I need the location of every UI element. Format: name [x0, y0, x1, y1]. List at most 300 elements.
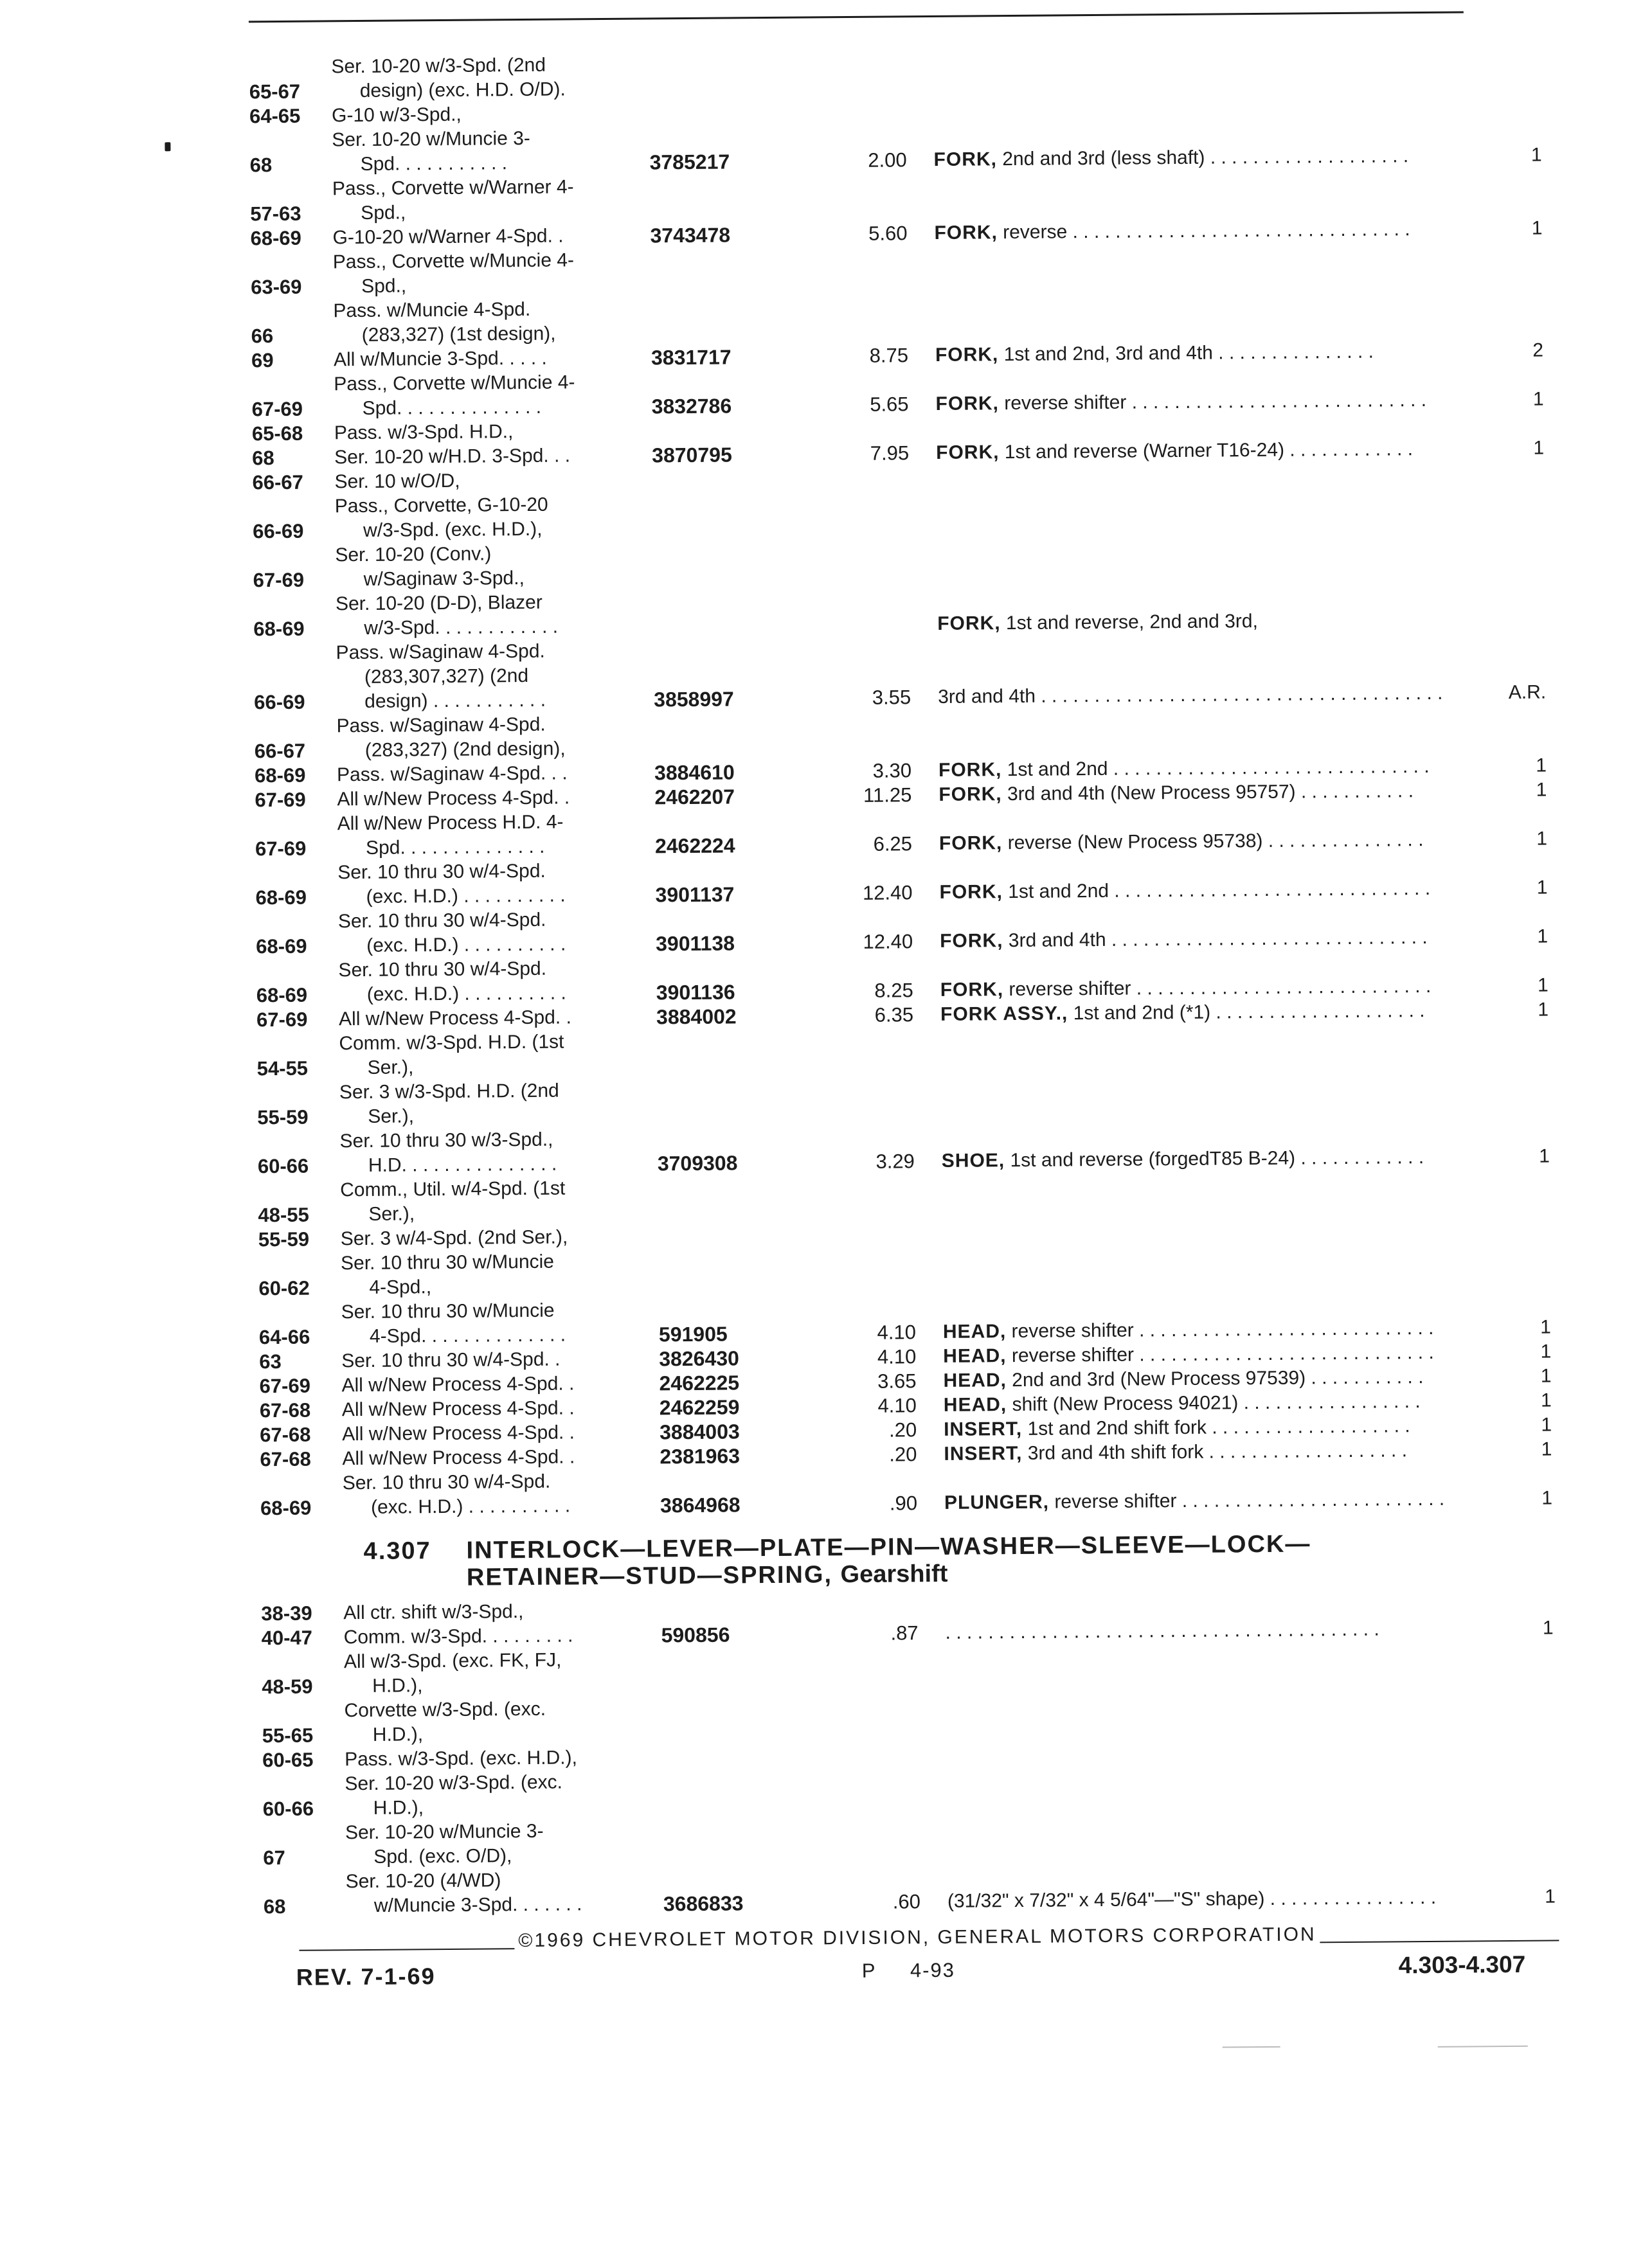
quantity: 1 — [1493, 436, 1544, 461]
price: 3.29 — [812, 1149, 915, 1174]
application-line: Comm. w/3-Spd. H.D. (1st — [339, 1030, 618, 1056]
quantity: 2 — [1492, 339, 1543, 364]
model-years: 54-55 — [257, 1056, 329, 1081]
application — [333, 1599, 622, 1626]
revision-date: REV. 7-1-69 — [296, 1963, 436, 1991]
quantity: 1 — [1500, 1388, 1552, 1413]
quantity: 1 — [1501, 1486, 1552, 1511]
table-row — [263, 1860, 1556, 1919]
description-name: FORK, — [940, 979, 1004, 1001]
quantity: 1 — [1498, 1144, 1550, 1169]
description-name: FORK ASSY., — [940, 1003, 1068, 1025]
model-years: 68 — [249, 152, 321, 177]
price: 3.55 — [808, 685, 911, 710]
application-line: Spd. (exc. O/D), — [345, 1843, 624, 1870]
application-line: Pass., Corvette w/Muncie 4- — [334, 370, 613, 397]
application-line: Ser. 10-20 (D-D), Blazer — [336, 590, 615, 616]
part-number: 3858997 — [615, 686, 808, 712]
table-row — [255, 803, 1548, 862]
table-row — [257, 1120, 1550, 1179]
price: 6.25 — [809, 832, 912, 857]
application — [322, 224, 611, 251]
description-text: 1st and 2nd (*1) . . . . . . . . . . . . . . . . . . . . — [1068, 1000, 1424, 1024]
application — [328, 907, 618, 959]
description-name: FORK, — [939, 881, 1003, 903]
price: 3.30 — [809, 758, 911, 783]
part-number: 2462224 — [616, 833, 809, 859]
part-number: 3884610 — [616, 760, 809, 785]
model-years: 60-66 — [258, 1154, 330, 1179]
part-number: 3884002 — [618, 1004, 811, 1030]
model-years: 38-39 — [261, 1601, 333, 1626]
model-years: 68-69 — [260, 1496, 332, 1521]
application-line: (exc. H.D.) . . . . . . . . . . — [337, 883, 616, 909]
description-name: FORK, — [937, 612, 1001, 634]
application-line: 4-Spd. . . . . . . . . . . . . . — [341, 1323, 620, 1349]
description-name: HEAD, — [943, 1345, 1007, 1367]
part-number: 3826430 — [620, 1346, 813, 1371]
quantity: 1 — [1496, 827, 1547, 852]
application — [321, 126, 611, 177]
description-name: FORK, — [934, 222, 998, 244]
description — [910, 607, 1494, 636]
price: .87 — [815, 1621, 918, 1646]
part-number: 2462259 — [621, 1394, 814, 1420]
application — [334, 1697, 624, 1748]
price: 5.60 — [804, 221, 907, 246]
section-title-suffix: Gearshift — [840, 1560, 947, 1588]
model-years: 67-69 — [259, 1373, 331, 1398]
application-line: H.D.), — [345, 1721, 624, 1747]
application-line: All w/New Process 4-Spd. . — [342, 1420, 621, 1447]
description-text: 1st and 2nd . . . . . . . . . . . . . . . . . . . . . . . . . . . . . . — [1003, 878, 1430, 902]
model-years: 66-69 — [254, 690, 326, 715]
description-text: 2nd and 3rd (less shaft) . . . . . . . . . . . . . . . . . . . — [997, 145, 1408, 170]
application-line: Corvette w/3-Spd. (exc. — [344, 1697, 623, 1723]
application-line: Ser. 10 thru 30 w/4-Spd. — [338, 907, 617, 934]
application-line: Ser. 10 thru 30 w/Muncie — [341, 1249, 620, 1276]
table-row — [256, 900, 1549, 960]
application — [327, 810, 617, 861]
model-years: 66 — [251, 323, 323, 348]
application-line: Pass. w/Saginaw 4-Spd. . . — [337, 761, 616, 787]
quantity: 1 — [1497, 974, 1549, 999]
application-line: Ser. 10-20 w/Muncie 3- — [332, 126, 611, 152]
application-line: All w/Muncie 3-Spd. . . . . — [334, 346, 613, 372]
application-line: Ser.), — [340, 1201, 619, 1227]
description — [911, 681, 1495, 710]
description-text: 1st and 2nd . . . . . . . . . . . . . . . . . . . . . . . . . . . . . . — [1001, 756, 1429, 780]
application-line: Ser. 10 thru 30 w/4-Spd. — [343, 1469, 622, 1496]
description-text: 1st and 2nd, 3rd and 4th . . . . . . . . . . . . . . . — [998, 341, 1374, 366]
description-text: 3rd and 4th shift fork . . . . . . . . . . . . . . . . . . . — [1022, 1440, 1407, 1464]
quantity: 1 — [1500, 1315, 1551, 1340]
description — [913, 998, 1497, 1027]
description-text: reverse shifter . . . . . . . . . . . . . . . . . . . . . . . . . . . . — [1003, 976, 1431, 1000]
model-years: 68-69 — [250, 226, 322, 251]
application-line: Pass. w/3-Spd. (exc. H.D.), — [345, 1746, 624, 1772]
application-line: Pass., Corvette w/Warner 4- — [332, 175, 611, 201]
description-name: FORK, — [939, 832, 1003, 854]
price: 4.10 — [813, 1320, 916, 1345]
description-name: FORK, — [935, 344, 999, 366]
price: 4.10 — [813, 1344, 916, 1370]
description-text: 3rd and 4th . . . . . . . . . . . . . . . . . . . . . . . . . . . . . . . . . . . . . . — [938, 683, 1442, 708]
description-text: 1st and 2nd shift fork . . . . . . . . . . . . . . . . . . . — [1022, 1415, 1410, 1440]
application — [324, 468, 613, 495]
description-text: reverse shifter . . . . . . . . . . . . . . . . . . . . . . . . . . . . — [1006, 1317, 1433, 1342]
application-line: Ser. 3 w/3-Spd. H.D. (2nd — [339, 1078, 618, 1105]
application-line: G-10 w/3-Spd., — [332, 102, 611, 128]
application — [330, 1249, 620, 1301]
description-text: shift (New Process 94021) . . . . . . . . . . . . . . . . . — [1007, 1391, 1421, 1415]
application — [329, 1078, 619, 1130]
description-name: FORK, — [938, 783, 1002, 805]
application — [328, 1005, 618, 1032]
quantity: 1 — [1497, 998, 1549, 1023]
table-row — [253, 583, 1546, 642]
model-years: 68 — [264, 1894, 336, 1919]
quantity: 1 — [1495, 754, 1547, 779]
application-line: Ser. 10-20 (4/WD) — [345, 1868, 624, 1894]
price: .20 — [814, 1442, 917, 1467]
price: 11.25 — [809, 783, 911, 808]
description-text: (31/32" x 7/32" x 4 5/64"—"S" shape) . . . . . . . . . . . . . . . . — [947, 1887, 1436, 1912]
application — [331, 1371, 620, 1398]
part-number: 3901136 — [618, 979, 811, 1005]
price: 8.75 — [805, 343, 908, 368]
application-line: Spd. . . . . . . . . . . — [332, 150, 611, 177]
application-line: w/3-Spd. (exc. H.D.), — [335, 517, 614, 543]
application-line: H.D. . . . . . . . . . . . . . . — [340, 1152, 619, 1178]
quantity: 1 — [1496, 876, 1547, 901]
description-name: HEAD, — [944, 1394, 1007, 1416]
application — [333, 1623, 622, 1650]
part-number: 3832786 — [613, 393, 805, 419]
model-years: 67-69 — [251, 397, 323, 422]
price: 7.95 — [806, 441, 909, 466]
model-years: 48-59 — [262, 1674, 334, 1699]
price: 12.40 — [809, 880, 912, 906]
application — [324, 443, 613, 470]
model-years: 64-66 — [259, 1325, 331, 1350]
application-line: All w/New Process 4-Spd. . — [342, 1445, 621, 1471]
part-number: 3864968 — [622, 1492, 814, 1517]
scan-smudge — [1438, 2046, 1528, 2048]
application-line: Spd. . . . . . . . . . . . . . — [334, 395, 613, 421]
application — [325, 492, 615, 544]
part-number: 3743478 — [611, 222, 804, 248]
quantity: 1 — [1495, 778, 1547, 803]
application — [328, 1030, 618, 1081]
application — [332, 1469, 622, 1521]
model-years: 67-69 — [255, 836, 327, 861]
application-line: 4-Spd., — [341, 1274, 620, 1300]
price: 6.35 — [811, 1003, 913, 1028]
application — [327, 785, 616, 812]
description-text: reverse shifter . . . . . . . . . . . . . . . . . . . . . . . . . . . . — [1006, 1342, 1433, 1366]
model-years: 68-69 — [253, 616, 325, 641]
quantity: 1 — [1500, 1364, 1551, 1389]
application — [332, 1445, 621, 1472]
part-number: 3870795 — [613, 442, 806, 468]
price: .90 — [814, 1491, 917, 1516]
application — [328, 956, 618, 1008]
application — [326, 712, 616, 763]
model-years: 68-69 — [256, 983, 328, 1008]
description-name: FORK, — [940, 930, 1003, 952]
description — [906, 143, 1490, 172]
application-line: Ser. 10 thru 30 w/4-Spd. — [337, 859, 616, 885]
application — [321, 53, 611, 104]
part-number: 3709308 — [619, 1150, 812, 1176]
model-years: 60-62 — [258, 1276, 330, 1301]
application-line: w/3-Spd. . . . . . . . . . . . — [336, 614, 615, 641]
part-number: 3686833 — [625, 1890, 818, 1916]
application-line: Ser. 10-20 w/Muncie 3- — [345, 1819, 624, 1845]
part-number: 2462225 — [620, 1370, 813, 1395]
quantity: A.R. — [1495, 681, 1546, 706]
application-line: (exc. H.D.) . . . . . . . . . . — [339, 981, 618, 1007]
description-text: reverse (New Process 95738) . . . . . . . . . . . . . . . — [1002, 829, 1423, 853]
model-years: 67-68 — [260, 1447, 332, 1472]
model-years: 63-69 — [251, 274, 323, 299]
section-number: 4.307 — [363, 1537, 467, 1592]
application — [332, 1396, 621, 1423]
application — [334, 1746, 624, 1772]
description — [911, 778, 1495, 807]
description-name: PLUNGER, — [944, 1492, 1049, 1513]
part-number: 591905 — [620, 1321, 813, 1347]
application — [327, 761, 616, 788]
application-line: (exc. H.D.) . . . . . . . . . . — [343, 1494, 622, 1520]
application-line: Ser. 10-20 w/3-Spd. (exc. — [345, 1770, 624, 1796]
application — [327, 859, 617, 910]
application — [332, 1420, 621, 1447]
description-text: 1st and reverse (forgedT85 B-24) . . . . . . . . . . . . — [1005, 1147, 1424, 1171]
application-line: H.D.), — [344, 1672, 623, 1699]
application-line: Ser. 3 w/4-Spd. (2nd Ser.), — [341, 1225, 620, 1251]
application-line: Ser. 10-20 (Conv.) — [335, 541, 614, 567]
description-text: 2nd and 3rd (New Process 97539) . . . . . . . . . . . — [1007, 1366, 1424, 1391]
section-range: 4.303-4.307 — [1399, 1951, 1526, 1979]
application-line: All w/New Process 4-Spd. . — [337, 785, 616, 812]
application — [331, 1347, 620, 1374]
application — [335, 1819, 625, 1870]
part-number: 3901138 — [617, 931, 810, 956]
description-name: INSERT, — [944, 1418, 1022, 1440]
application — [325, 590, 615, 641]
quantity: 1 — [1491, 217, 1542, 242]
application — [322, 175, 612, 226]
copyright-notice: ©1969 CHEVROLET MOTOR DIVISION, GENERAL MOTORS CORPORATION — [514, 1924, 1320, 1952]
section-title-line-1: INTERLOCK—LEVER—PLATE—PIN—WASHER—SLEEVE—LOCK— — [466, 1530, 1311, 1564]
model-years: 60-65 — [262, 1747, 334, 1772]
application — [325, 639, 615, 715]
application-line: Ser. 10-20 w/H.D. 3-Spd. . . — [334, 443, 613, 470]
quantity: 1 — [1490, 143, 1541, 168]
description-text: 3rd and 4th . . . . . . . . . . . . . . . . . . . . . . . . . . . . . . — [1003, 927, 1427, 951]
model-years: 69 — [251, 348, 323, 373]
part-number: 590856 — [622, 1621, 815, 1647]
part-number: 2381963 — [621, 1443, 814, 1469]
application-line: Ser. 10 thru 30 w/3-Spd., — [339, 1127, 618, 1154]
application-line: w/Muncie 3-Spd. . . . . . . — [346, 1892, 625, 1918]
application — [323, 297, 613, 348]
description — [912, 876, 1496, 905]
price: .60 — [818, 1889, 920, 1915]
application — [329, 1127, 619, 1179]
model-years: 68-69 — [255, 885, 327, 910]
part-number: 3785217 — [611, 149, 804, 175]
price: 5.65 — [805, 392, 908, 417]
application-line: All ctr. shift w/3-Spd., — [343, 1599, 622, 1625]
description-name: FORK, — [935, 393, 999, 415]
table-row — [249, 119, 1542, 178]
model-years: 60-66 — [263, 1796, 335, 1821]
part-number: 3884003 — [621, 1418, 814, 1444]
description-text: reverse . . . . . . . . . . . . . . . . . . . . . . . . . . . . . . . . — [998, 219, 1410, 243]
model-years: 55-59 — [257, 1105, 329, 1130]
description-text: 1st and reverse (Warner T16-24) . . . . . . . . . . . . — [999, 438, 1413, 463]
model-years: 55-65 — [262, 1723, 334, 1748]
application-line: design) . . . . . . . . . . . — [336, 688, 615, 714]
section-heading-4-307 — [260, 1528, 1553, 1593]
application-line: Pass., Corvette, G-10-20 — [335, 492, 614, 519]
description — [918, 1616, 1502, 1645]
application-line: All w/New Process 4-Spd. . — [339, 1005, 618, 1031]
model-years: 65-67 — [249, 79, 321, 104]
description-name: INSERT, — [944, 1443, 1022, 1465]
description-text: 3rd and 4th (New Process 95757) . . . . . . . . . . . — [1002, 780, 1414, 805]
description-name: HEAD, — [943, 1370, 1007, 1391]
price: 3.65 — [813, 1369, 916, 1394]
application-line: (283,327) (2nd design), — [337, 737, 616, 763]
application-line: Comm., Util. w/4-Spd. (1st — [340, 1176, 619, 1202]
description-name: SHOE, — [942, 1150, 1005, 1172]
application — [323, 248, 613, 299]
application-line: Ser. 10-20 w/3-Spd. (2nd — [331, 53, 610, 79]
description-name: FORK, — [933, 148, 997, 170]
application-line: Ser. 10 thru 30 w/Muncie — [341, 1298, 620, 1325]
quantity: 1 — [1504, 1884, 1556, 1909]
table-row — [251, 363, 1544, 422]
description — [907, 217, 1491, 246]
description — [915, 1145, 1498, 1174]
application — [335, 1868, 625, 1919]
application-line: Spd., — [333, 272, 612, 299]
application-line: w/Saginaw 3-Spd., — [336, 566, 615, 592]
description-text: . . . . . . . . . . . . . . . . . . . . . . . . . . . . . . . . . . . . . . . . . — [945, 1619, 1379, 1643]
price: 4.10 — [814, 1393, 917, 1418]
application-line: Pass., Corvette w/Muncie 4- — [333, 248, 612, 274]
application-line: Pass. w/Saginaw 4-Spd. — [336, 639, 615, 665]
application — [330, 1176, 620, 1228]
description-name: HEAD, — [943, 1321, 1007, 1343]
model-years: 57-63 — [250, 201, 322, 226]
part-number: 3901137 — [616, 882, 809, 907]
part-number: 2462207 — [616, 784, 809, 810]
model-years: 66-69 — [253, 519, 325, 544]
model-years: 66-67 — [252, 470, 324, 495]
model-years: 68 — [252, 445, 324, 470]
margin-bullet-mark — [165, 142, 170, 151]
description — [912, 827, 1496, 856]
description-text: 1st and reverse, 2nd and 3rd, — [1000, 611, 1258, 634]
table-row — [255, 852, 1548, 911]
parts-list-4-303 — [249, 46, 1552, 1521]
application-line: Ser. 10 thru 30 w/4-Spd. — [338, 956, 617, 983]
application-line: Ser.), — [339, 1054, 618, 1080]
description — [908, 339, 1492, 368]
scan-smudge — [1223, 2046, 1280, 2048]
application-line: Spd. . . . . . . . . . . . . . — [337, 834, 616, 861]
quantity: 1 — [1500, 1437, 1552, 1462]
description-name: FORK, — [936, 442, 1000, 463]
model-years: 68-69 — [256, 934, 328, 959]
price: 8.25 — [811, 978, 913, 1003]
quantity: 1 — [1500, 1413, 1552, 1438]
price: 2.00 — [804, 148, 906, 173]
page-number: P 4-93 — [862, 1959, 956, 1983]
description-text: reverse shifter . . . . . . . . . . . . . . . . . . . . . . . . . . . . — [999, 389, 1426, 414]
application — [325, 541, 615, 593]
quantity: 1 — [1502, 1616, 1553, 1641]
model-years: 67-68 — [260, 1422, 332, 1447]
parts-list-4-307 — [261, 1591, 1556, 1919]
application-line: Ser. 10 thru 30 w/4-Spd. . — [341, 1347, 620, 1373]
application — [330, 1225, 620, 1252]
description — [917, 1438, 1500, 1467]
quantity: 1 — [1492, 388, 1543, 413]
top-rule — [249, 11, 1464, 22]
parts-table — [249, 46, 1556, 1920]
description — [917, 1487, 1501, 1515]
section-title — [466, 1530, 1311, 1591]
section-title-line-2 — [467, 1557, 1311, 1591]
application-line: All w/New Process 4-Spd. . — [342, 1396, 621, 1422]
model-years: 67-69 — [255, 787, 327, 812]
description — [909, 436, 1493, 465]
application-line: Pass. w/Muncie 4-Spd. — [333, 297, 612, 323]
table-row — [253, 632, 1546, 715]
application — [331, 1298, 621, 1350]
description — [908, 388, 1492, 416]
price: .20 — [814, 1418, 917, 1443]
model-years: 67-69 — [256, 1007, 328, 1032]
description — [920, 1885, 1504, 1914]
description-text: reverse shifter . . . . . . . . . . . . . . . . . . . . . . . . . — [1049, 1488, 1444, 1513]
model-years: 67-68 — [260, 1398, 332, 1423]
application-line: All w/3-Spd. (exc. FK, FJ, — [344, 1648, 623, 1674]
section-title-line-2-text: RETAINER—STUD—SPRING, — [467, 1561, 832, 1591]
application — [324, 419, 613, 446]
description-name: FORK, — [938, 759, 1002, 781]
application-line: (exc. H.D.) . . . . . . . . . . — [338, 932, 617, 958]
model-years: 55-59 — [258, 1227, 330, 1252]
application-line: Pass. w/Saginaw 4-Spd. — [336, 712, 615, 738]
application-line: Ser.), — [339, 1103, 618, 1129]
application-line: Comm. w/3-Spd. . . . . . . . . — [343, 1623, 622, 1650]
model-years: 67 — [263, 1845, 335, 1870]
application-line: (283,307,327) (2nd — [336, 663, 615, 690]
model-years: 63 — [259, 1349, 331, 1374]
application-line: All w/New Process H.D. 4- — [337, 810, 616, 836]
model-years: 67-69 — [253, 567, 325, 593]
application-line: G-10-20 w/Warner 4-Spd. . — [332, 224, 611, 250]
part-number: 3831717 — [613, 344, 805, 370]
application-line: All w/New Process 4-Spd. . — [341, 1371, 620, 1398]
